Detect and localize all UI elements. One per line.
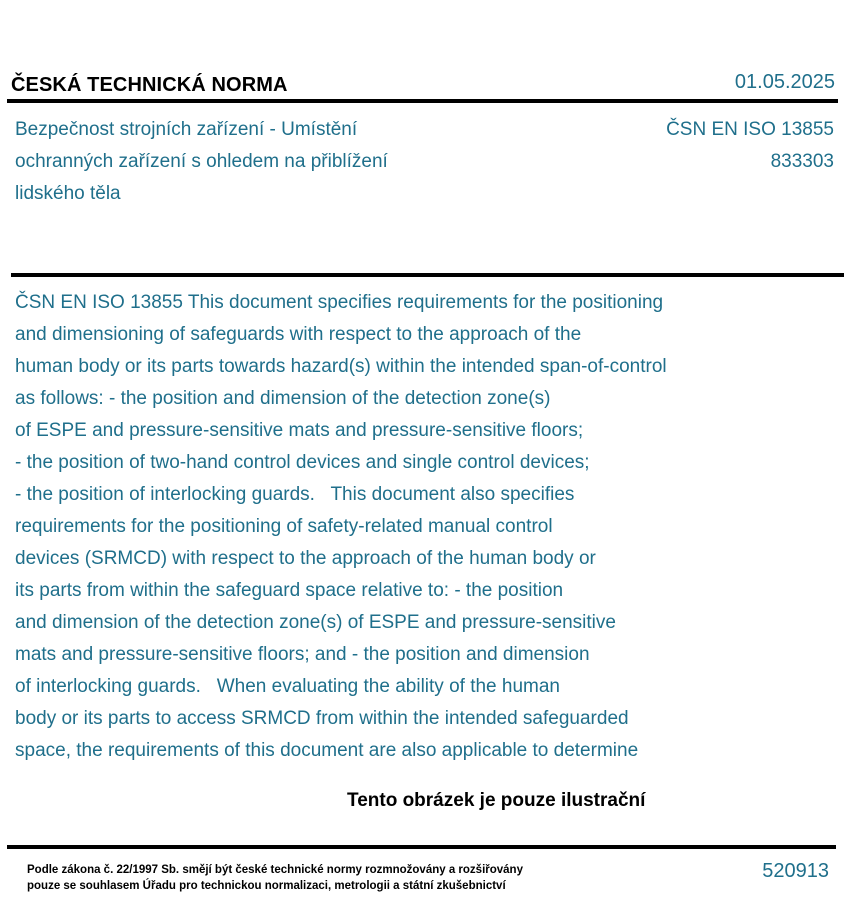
subject-line: ochranných zařízení s ohledem na přiblížení [15, 151, 388, 172]
abstract-line: and dimension of the detection zone(s) of ESPE and pressure-sensitive [15, 612, 616, 633]
illustration-note: Tento obrázek je pouze ilustrační [347, 790, 646, 811]
bottom-divider [7, 845, 836, 849]
subject-line: Bezpečnost strojních zařízení - Umístění [15, 119, 358, 140]
abstract-line: of interlocking guards. When evaluating the ability of the human [15, 676, 560, 697]
abstract-line: - the position of two-hand control devices and single control devices; [15, 452, 590, 473]
abstract-line: space, the requirements of this document are also applicable to determine [15, 740, 639, 761]
publication-date: 01.05.2025 [734, 71, 835, 93]
abstract-line: body or its parts to access SRMCD from within the intended safeguarded [15, 708, 629, 729]
abstract-line: human body or its parts towards hazard(s) within the intended span-of-control [15, 356, 667, 377]
subject-title [15, 114, 475, 210]
top-divider [7, 99, 838, 103]
abstract-line: of ESPE and pressure-sensitive mats and pressure-sensitive floors; [15, 420, 584, 441]
footer-code: 520913 [762, 860, 829, 882]
document-title: ČESKÁ TECHNICKÁ NORMA [11, 74, 288, 96]
legal-line: Podle zákona č. 22/1997 Sb. smějí být české technické normy rozmnožovány a rozšiřovány [27, 864, 523, 876]
abstract-line: devices (SRMCD) with respect to the approach of the human body or [15, 548, 596, 569]
abstract-line: its parts from within the safeguard space relative to: - the position [15, 580, 564, 601]
standard-designation: ČSN EN ISO 13855 [666, 119, 834, 140]
abstract-line: requirements for the positioning of safety-related manual control [15, 516, 553, 537]
abstract-line: ČSN EN ISO 13855 This document specifies requirements for the positioning [15, 292, 664, 313]
abstract-line: and dimensioning of safeguards with respect to the approach of the [15, 324, 582, 345]
subject-line: lidského těla [15, 183, 121, 204]
abstract-line: - the position of interlocking guards. This document also specifies [15, 484, 575, 505]
classification-code: 833303 [770, 151, 834, 172]
standard-codes [666, 114, 834, 178]
middle-divider [11, 273, 844, 277]
abstract-line: as follows: - the position and dimension of the detection zone(s) [15, 388, 551, 409]
abstract-text [15, 287, 805, 767]
abstract-line: mats and pressure-sensitive floors; and - the position and dimension [15, 644, 590, 665]
legal-notice [27, 862, 523, 894]
legal-line: pouze se souhlasem Úřadu pro technickou normalizaci, metrologii a státní zkušebnictví [27, 880, 506, 892]
